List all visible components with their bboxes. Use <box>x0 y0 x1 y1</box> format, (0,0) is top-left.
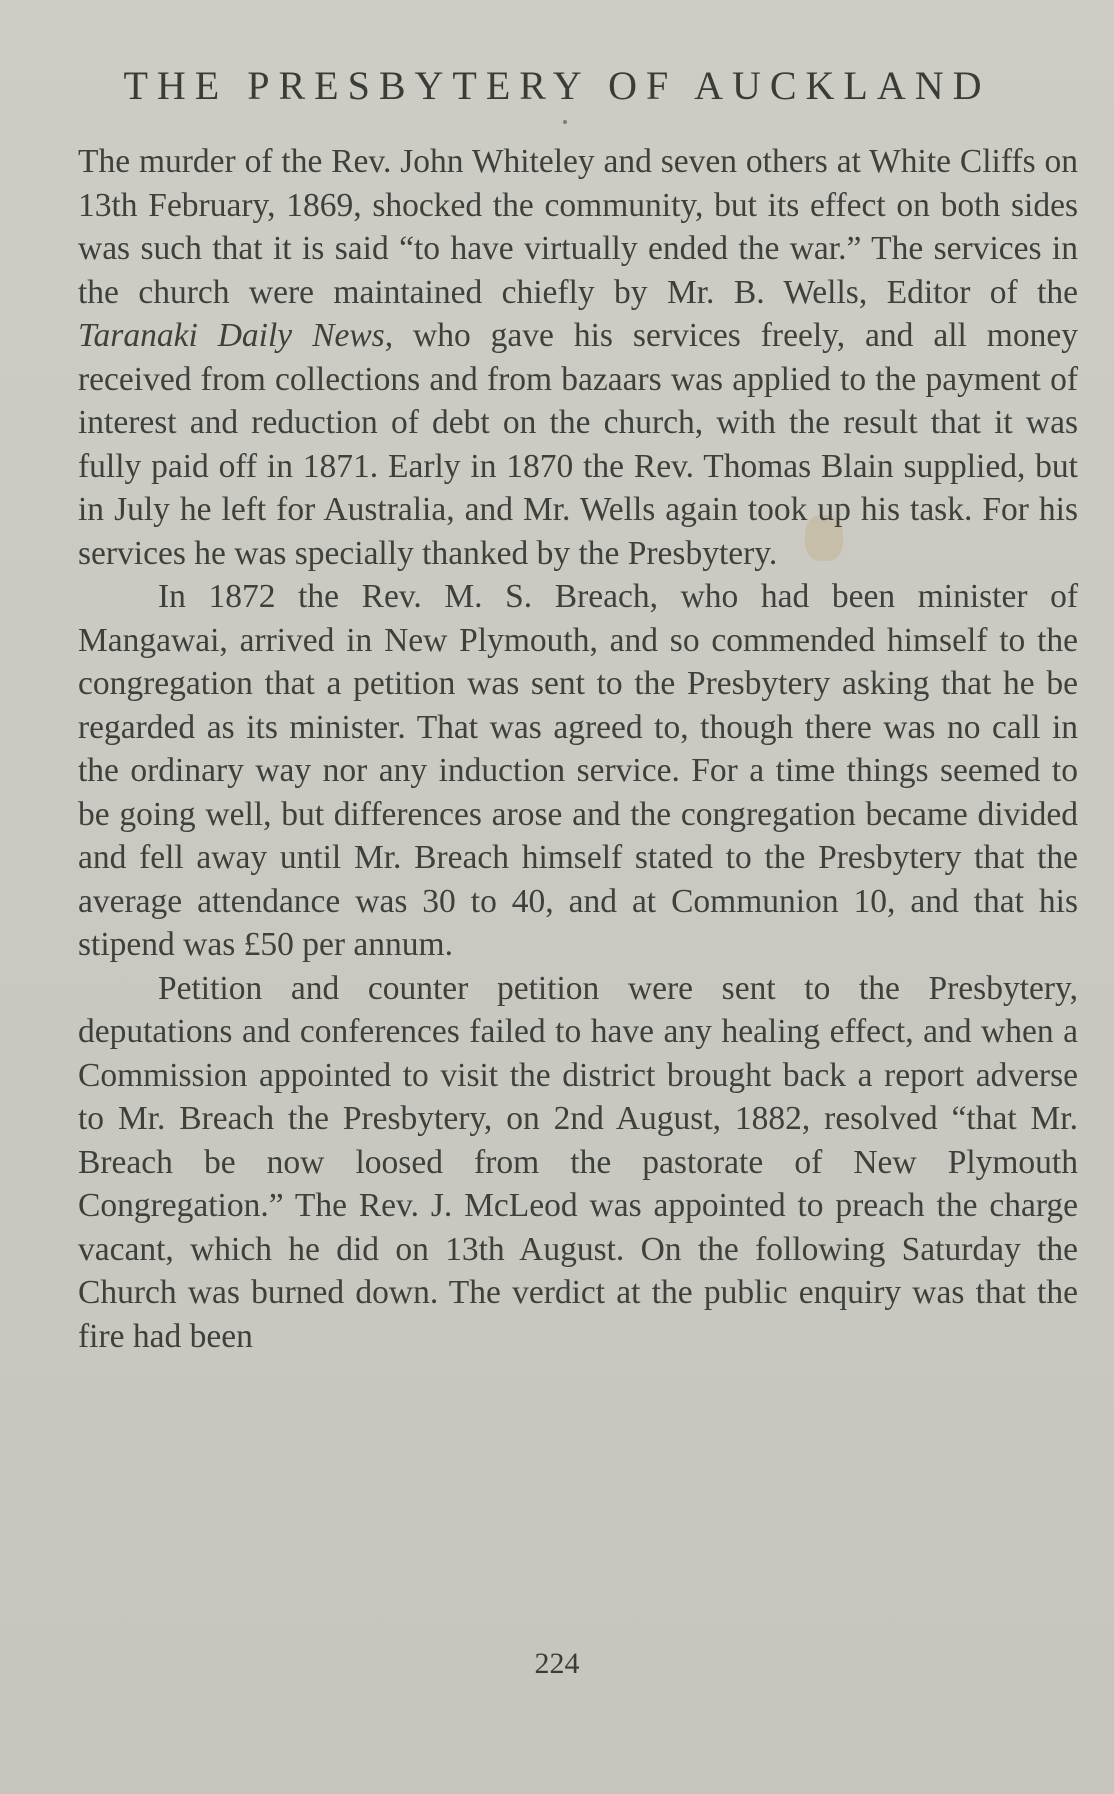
newspaper-title: Taranaki Daily News, <box>78 317 394 354</box>
paragraph-1 <box>78 140 1078 575</box>
running-title: THE PRESBYTERY OF AUCKLAND <box>123 63 991 108</box>
page-number: 224 <box>534 1647 580 1680</box>
paragraph-1-start: The murder of the Rev. John Whiteley and seven others at White Cliffs on 13th February, 1869, shocked the community, but its effect on both sides was such that it is said “to have virtually ended the war.” The services in the church were maintained chiefly by Mr. B. Wells, Editor of the <box>78 143 1078 311</box>
paragraph-1-end: who gave his services freely, and all money received from collections and from bazaars was applied to the payment of interest and reduction of debt on the church, with the result that it was fully paid off in 1871. Early in 1870 the Rev. Thomas Blain supplied, but in July he left for Australia, and Mr. Wells again took up his task. For his services he was specially thanked by the Presbytery. <box>78 317 1078 572</box>
paragraph-3: Petition and counter petition were sent to the Presbytery, deputations and conferences failed to have any healing effect, and when a Commission appointed to visit the district brought back a report adverse to Mr. Breach the Presbytery, on 2nd August, 1882, resolved “that Mr. Breach be now loosed from the pastorate of New Plymouth Congregation.” The Rev. J. McLeod was appointed to preach the charge vacant, which he did on 13th August. On the following Saturday the Church was burned down. The verdict at the public enquiry was that the fire had been <box>78 969 1078 1355</box>
ink-speck <box>563 120 567 124</box>
body-text <box>78 140 1078 1358</box>
paragraph-2: In 1872 the Rev. M. S. Breach, who had been minister of Mangawai, arrived in New Plymouth, and so commended himself to the congregation that a petition was sent to the Presbytery asking that he be regarded as its minister. That was agreed to, though there was no call in the ordinary way nor any induction service. For a time things seemed to be going well, but differences arose and the congregation became divided and fell away until Mr. Breach himself stated to the Presbytery that the average attendance was 30 to 40, and at Communion 10, and that his stipend was £50 per annum. <box>78 578 1078 963</box>
